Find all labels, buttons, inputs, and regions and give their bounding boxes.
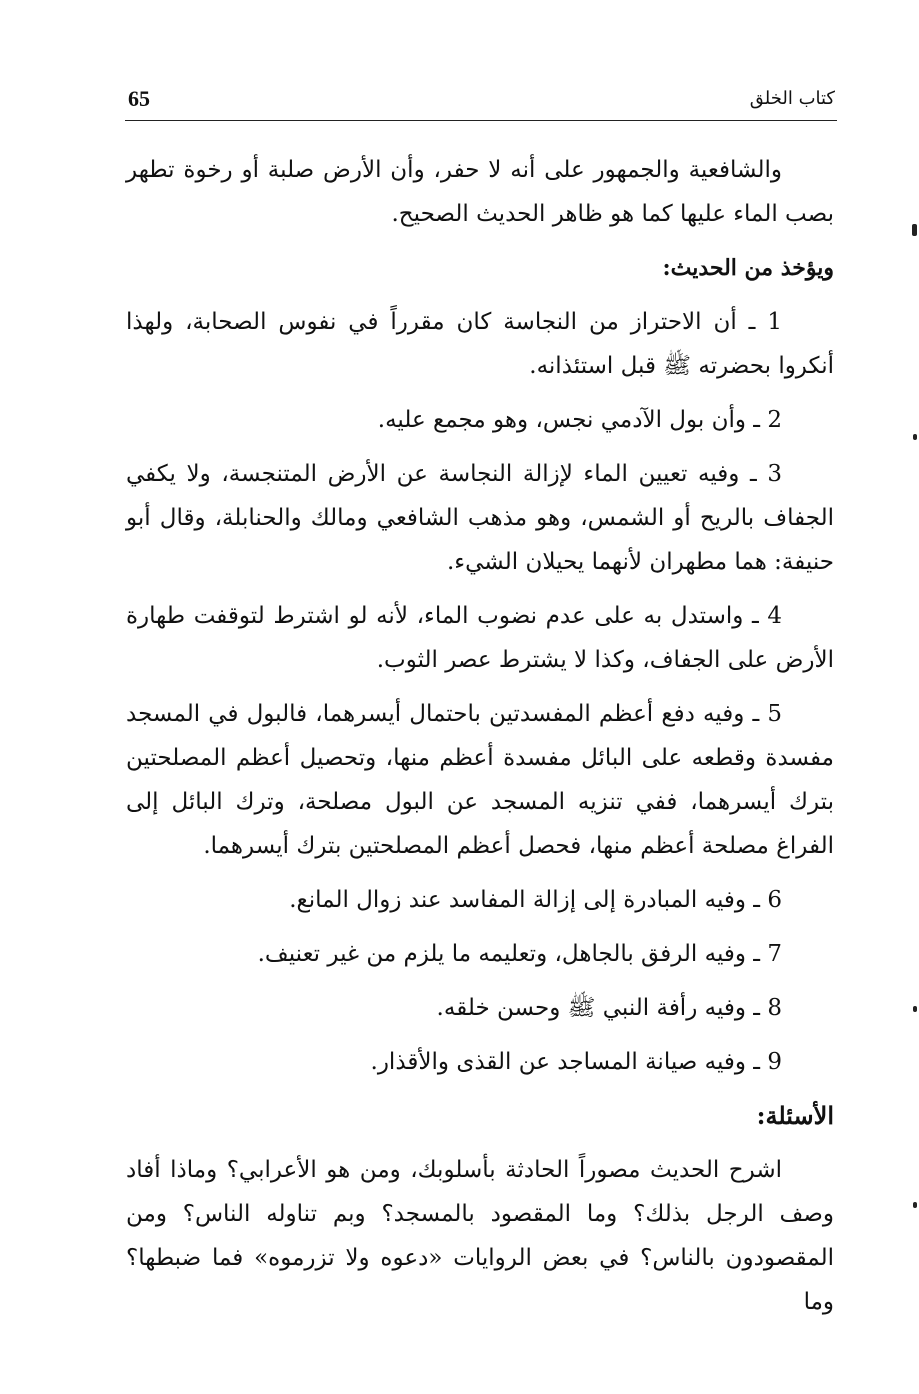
list-item: 3 ـ وفيه تعيين الماء لإزالة النجاسة عن الأرض المتنجسة، ولا يكفي الجفاف بالريح أو الشمس، وهو مذهب الشافعي ومالك والحنابلة، وقال أبو حنيفة: هما مطهران لأنهما يحيلان الشيء. — [126, 461, 834, 575]
margin-mark — [913, 1006, 917, 1012]
margin-mark — [912, 224, 917, 236]
subheading: ويؤخذ من الحديث: — [662, 255, 834, 281]
intro-paragraph: والشافعية والجمهور على أنه لا حفر، وأن الأرض صلبة أو رخوة تطهر بصب الماء عليها كما هو ظاهر الحديث الصحيح. — [126, 157, 834, 227]
list-item: 5 ـ وفيه دفع أعظم المفسدتين باحتمال أيسرهما، فالبول في المسجد مفسدة وقطعه على البائل مفسدة أعظم منها، وتحصيل أعظم المصلحتين بترك أيسرهما، ففي تنزيه المسجد عن البول مصلحة، وترك البائل إلى الفراغ مصلحة أعظم منها، فحصل أعظم المصلحتين بترك أيسرهما. — [126, 701, 834, 859]
page-body — [126, 148, 834, 1324]
list-item: 9 ـ وفيه صيانة المساجد عن القذى والأقذار. — [370, 1049, 782, 1075]
running-title: كتاب الخلق — [749, 88, 835, 109]
list-item: 1 ـ أن الاحتراز من النجاسة كان مقرراً في نفوس الصحابة، ولهذا أنكروا بحضرته ﷺ قبل استئذانه. — [126, 309, 834, 379]
margin-mark — [913, 1202, 917, 1208]
questions-heading: الأسئلة: — [756, 1101, 834, 1130]
questions-paragraph: اشرح الحديث مصوراً الحادثة بأسلوبك، ومن هو الأعرابي؟ وماذا أفاد وصف الرجل بذلك؟ وما المقصود بالمسجد؟ وبم تناوله الناس؟ ومن المقصودون بالناس؟ في بعض الروايات «دعوه ولا تزرموه» فما ضبطها؟ وما — [126, 1157, 834, 1315]
list-item: 4 ـ واستدل به على عدم نضوب الماء، لأنه لو اشترط لتوقفت طهارة الأرض على الجفاف، وكذا لا يشترط عصر الثوب. — [126, 603, 834, 673]
list-item: 2 ـ وأن بول الآدمي نجس، وهو مجمع عليه. — [377, 407, 782, 433]
list-item: 7 ـ وفيه الرفق بالجاهل، وتعليمه ما يلزم من غير تعنيف. — [257, 941, 782, 967]
margin-mark — [913, 434, 917, 440]
list-item: 8 ـ وفيه رأفة النبي ﷺ وحسن خلقه. — [436, 995, 782, 1021]
list-item: 6 ـ وفيه المبادرة إلى إزالة المفاسد عند زوال المانع. — [289, 887, 782, 913]
header-divider — [125, 120, 837, 121]
page-number: 65 — [128, 86, 150, 111]
